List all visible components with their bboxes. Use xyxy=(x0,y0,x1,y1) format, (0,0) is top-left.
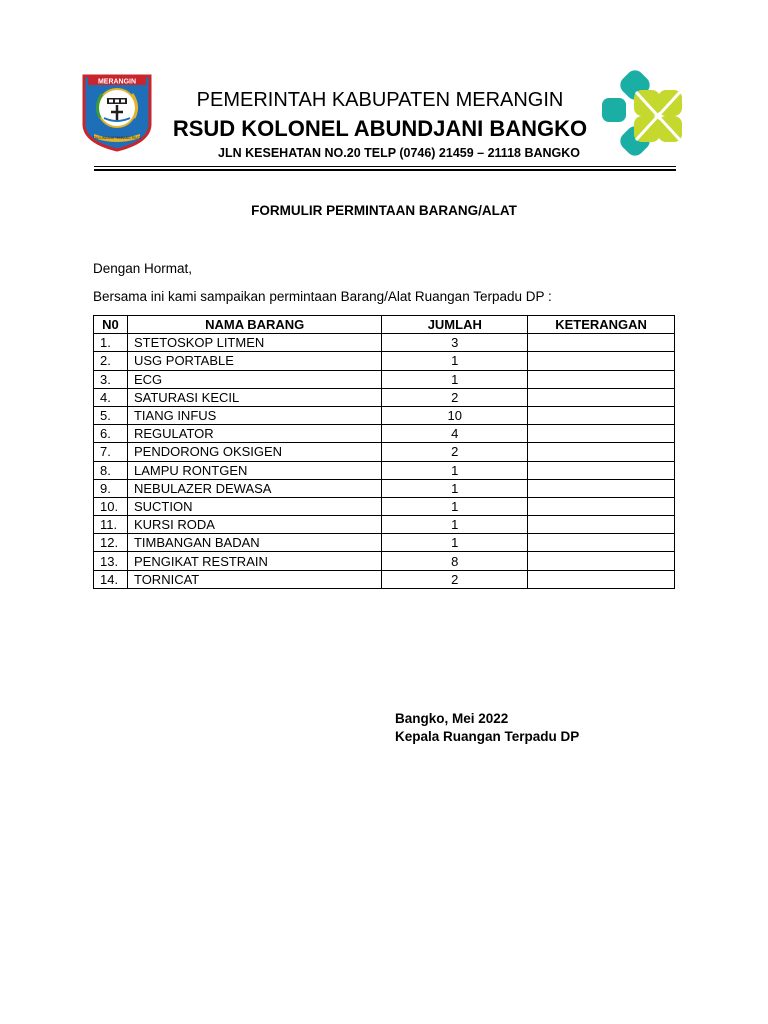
table-row xyxy=(94,443,675,461)
table-row xyxy=(94,516,675,534)
letterhead-divider-thick xyxy=(94,169,676,171)
header-remarks: KETERANGAN xyxy=(528,316,675,334)
item-quantity: 1 xyxy=(382,534,528,552)
header-quantity: JUMLAH xyxy=(382,316,528,334)
row-number: 1. xyxy=(94,334,128,352)
item-remarks xyxy=(528,516,675,534)
greeting-text: Dengan Hormat, xyxy=(93,261,193,276)
item-name: REGULATOR xyxy=(127,425,381,443)
row-number: 12. xyxy=(94,534,128,552)
item-quantity: 1 xyxy=(382,497,528,515)
government-title: PEMERINTAH KABUPATEN MERANGIN xyxy=(196,89,564,111)
table-row xyxy=(94,479,675,497)
hospital-title: RSUD KOLONEL ABUNDJANI BANGKO xyxy=(172,116,588,141)
table-row xyxy=(94,570,675,588)
intro-text: Bersama ini kami sampaikan permintaan Barang/Alat Ruangan Terpadu DP : xyxy=(93,289,552,304)
row-number: 11. xyxy=(94,516,128,534)
table-row xyxy=(94,497,675,515)
item-name: TIANG INFUS xyxy=(127,406,381,424)
table-row xyxy=(94,552,675,570)
signature-role: Kepala Ruangan Terpadu DP xyxy=(395,729,580,744)
item-remarks xyxy=(528,552,675,570)
row-number: 2. xyxy=(94,352,128,370)
item-quantity: 1 xyxy=(382,479,528,497)
item-quantity: 2 xyxy=(382,443,528,461)
svg-text:MERANGIN: MERANGIN xyxy=(97,78,137,86)
kemenkes-logo xyxy=(596,70,686,162)
item-name: USG PORTABLE xyxy=(127,352,381,370)
item-quantity: 8 xyxy=(382,552,528,570)
row-number: 10. xyxy=(94,497,128,515)
item-quantity: 2 xyxy=(382,570,528,588)
item-quantity: 1 xyxy=(382,516,528,534)
item-name: PENDORONG OKSIGEN xyxy=(127,443,381,461)
item-quantity: 1 xyxy=(382,352,528,370)
item-name: SATURASI KECIL xyxy=(127,388,381,406)
signature-place-date: Bangko, Mei 2022 xyxy=(395,711,509,726)
item-remarks xyxy=(528,461,675,479)
item-name: ECG xyxy=(127,370,381,388)
item-quantity: 4 xyxy=(382,425,528,443)
item-quantity: 2 xyxy=(382,388,528,406)
item-name: LAMPU RONTGEN xyxy=(127,461,381,479)
item-quantity: 3 xyxy=(382,334,528,352)
item-name: NEBULAZER DEWASA xyxy=(127,479,381,497)
form-title: FORMULIR PERMINTAAN BARANG/ALAT xyxy=(251,203,517,218)
item-remarks xyxy=(528,334,675,352)
item-remarks xyxy=(528,370,675,388)
item-remarks xyxy=(528,479,675,497)
header-no: N0 xyxy=(94,316,128,334)
table-row xyxy=(94,334,675,352)
items-table xyxy=(93,315,675,589)
item-remarks xyxy=(528,534,675,552)
item-remarks xyxy=(528,406,675,424)
table-row xyxy=(94,388,675,406)
row-number: 4. xyxy=(94,388,128,406)
item-remarks xyxy=(528,497,675,515)
table-row xyxy=(94,461,675,479)
row-number: 5. xyxy=(94,406,128,424)
header-item-name: NAMA BARANG xyxy=(127,316,381,334)
item-quantity: 10 xyxy=(382,406,528,424)
row-number: 13. xyxy=(94,552,128,570)
item-remarks xyxy=(528,425,675,443)
row-number: 14. xyxy=(94,570,128,588)
item-remarks xyxy=(528,443,675,461)
table-row xyxy=(94,406,675,424)
hospital-address: JLN KESEHATAN NO.20 TELP (0746) 21459 – 21118 BANGKO xyxy=(218,146,580,160)
row-number: 7. xyxy=(94,443,128,461)
row-number: 9. xyxy=(94,479,128,497)
item-name: SUCTION xyxy=(127,497,381,515)
table-row xyxy=(94,352,675,370)
item-remarks xyxy=(528,352,675,370)
svg-text:TALI UNDANG TAMBANG TELITI: TALI UNDANG TAMBANG TELITI xyxy=(93,136,141,140)
item-name: TORNICAT xyxy=(127,570,381,588)
table-row xyxy=(94,534,675,552)
item-quantity: 1 xyxy=(382,370,528,388)
item-remarks xyxy=(528,388,675,406)
table-header-row xyxy=(94,316,675,334)
item-name: STETOSKOP LITMEN xyxy=(127,334,381,352)
item-name: TIMBANGAN BADAN xyxy=(127,534,381,552)
item-quantity: 1 xyxy=(382,461,528,479)
table-row xyxy=(94,425,675,443)
item-name: KURSI RODA xyxy=(127,516,381,534)
row-number: 6. xyxy=(94,425,128,443)
table-row xyxy=(94,370,675,388)
item-name: PENGIKAT RESTRAIN xyxy=(127,552,381,570)
row-number: 3. xyxy=(94,370,128,388)
item-remarks xyxy=(528,570,675,588)
row-number: 8. xyxy=(94,461,128,479)
letterhead-divider-thin xyxy=(94,166,676,167)
merangin-emblem-logo xyxy=(80,72,154,152)
